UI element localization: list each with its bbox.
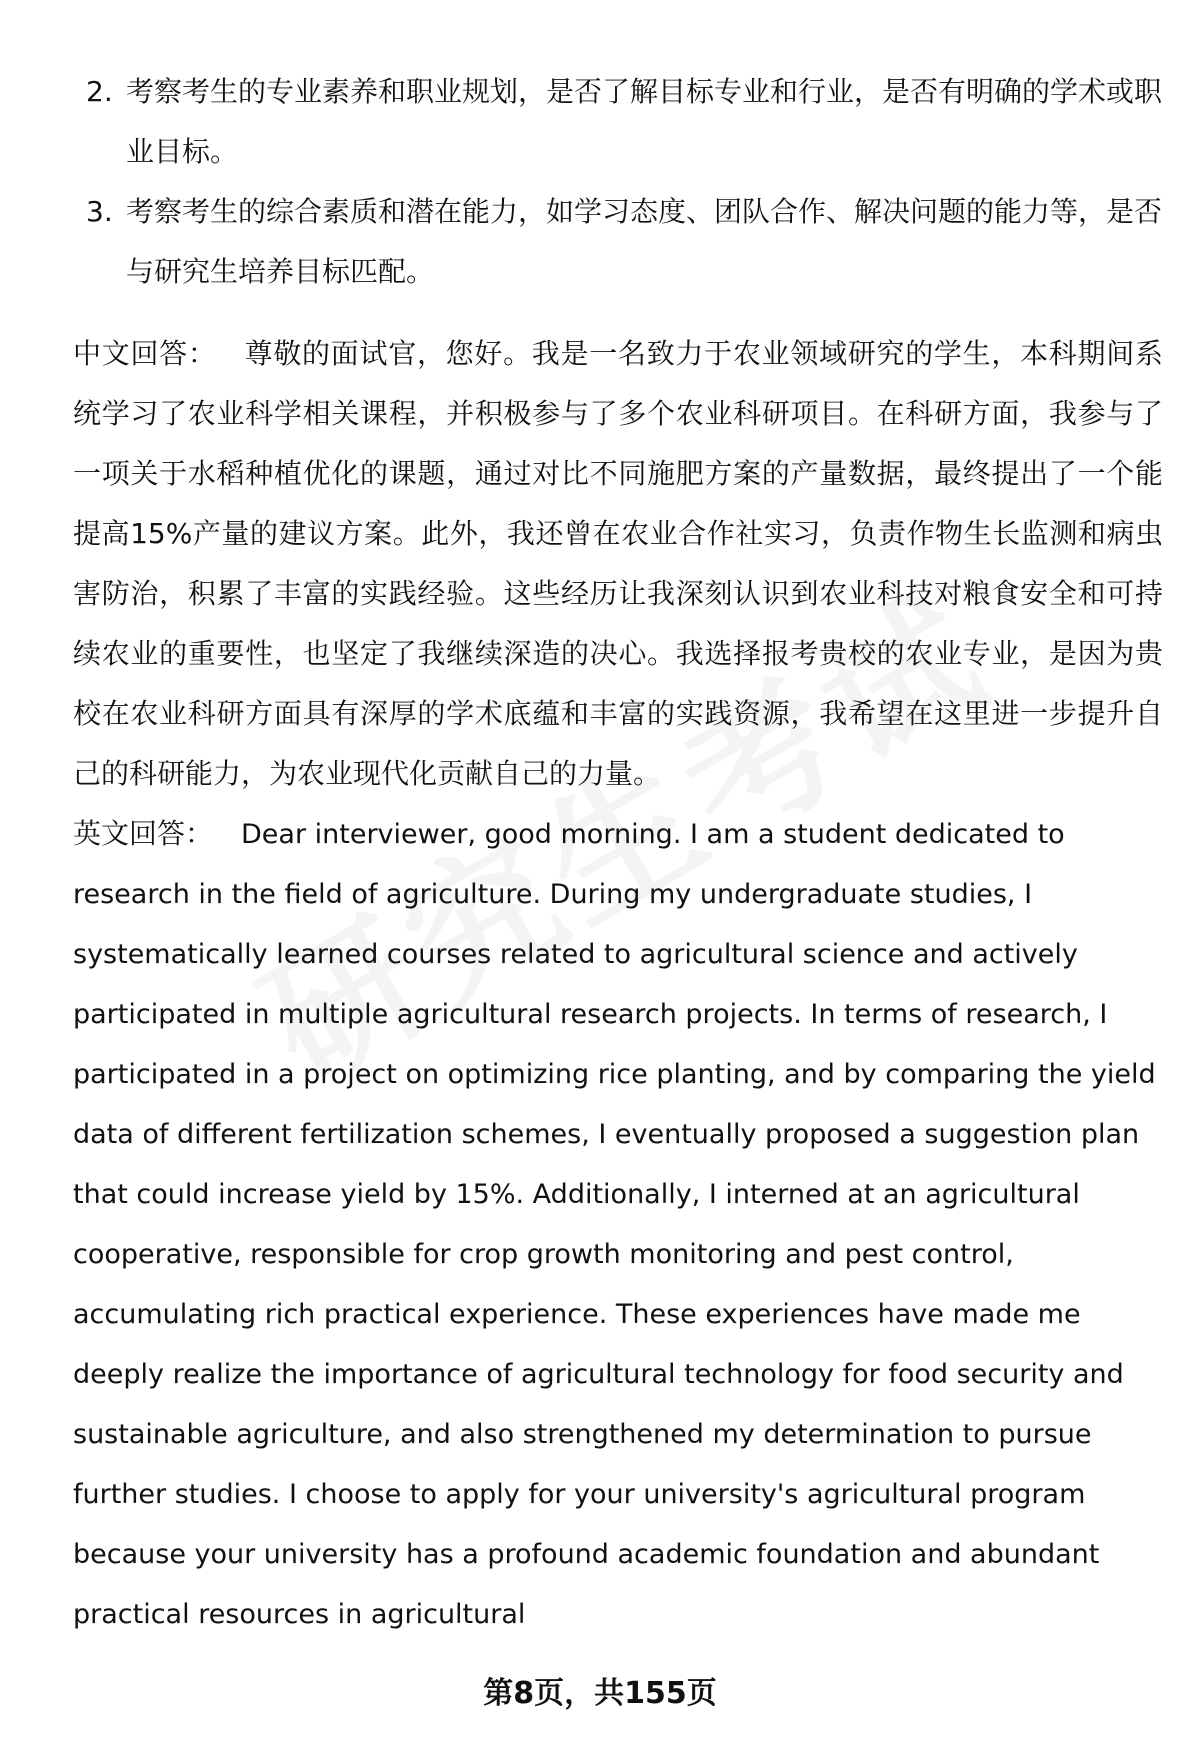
chinese-answer-paragraph (73, 324, 1163, 804)
document-body (73, 62, 1163, 1645)
list-item-text: 考察考生的专业素养和职业规划，是否了解目标专业和行业，是否有明确的学术或职业目标。 (126, 75, 1163, 168)
english-answer-paragraph (73, 804, 1163, 1645)
page-number-footer: 第8页，共155页 (483, 1676, 717, 1711)
list-item (73, 62, 1163, 182)
chinese-answer-label: 中文回答： (73, 337, 217, 370)
list-item-number: 3. (86, 195, 113, 228)
english-answer-label: 英文回答： (73, 817, 214, 850)
chinese-answer-text: 尊敬的面试官，您好。我是一名致力于农业领域研究的学生，本科期间系统学习了农业科学相关课程，并积极参与了多个农业科研项目。在科研方面，我参与了一项关于水稻种植优化的课题，通过对比不同施肥方案的产量数据，最终提出了一个能提高15%产量的建议方案。此外，我还曾在农业合作社实习，负责作物生长监测和病虫害防治，积累了丰富的实践经验。这些经历让我深刻认识到农业科技对粮食安全和可持续农业的重要性，也坚定了我继续深造的决心。我选择报考贵校的农业专业，是因为贵校在农业科研方面具有深厚的学术底蕴和丰富的实践资源，我希望在这里进一步提升自己的科研能力，为农业现代化贡献自己的力量。 (73, 337, 1163, 790)
list-item-text: 考察考生的综合素质和潜在能力，如学习态度、团队合作、解决问题的能力等，是否与研究生培养目标匹配。 (126, 195, 1163, 288)
criteria-list (73, 62, 1163, 302)
list-item (73, 182, 1163, 302)
english-answer-text: Dear interviewer, good morning. I am a student dedicated to research in the field of agriculture. During my undergraduate studies, I systematically learned courses related to agricultural science and actively participated in multiple agricultural research projects. In terms of research, I participated in a project on optimizing rice planting, and by comparing the yield data of different fertilization schemes, I eventually proposed a suggestion plan that could increase yield by 15%. Additionally, I interned at an agricultural cooperative, responsible for crop growth monitoring and pest control, accumulating rich practical experience. These experiences have made me deeply realize the importance of agricultural technology for food security and sustainable agriculture, and also strengthened my determination to pursue further studies. I choose to apply for your university's agricultural program because your university has a profound academic foundation and abundant practical resources in agricultural (73, 819, 1156, 1630)
list-item-number: 2. (86, 75, 113, 108)
